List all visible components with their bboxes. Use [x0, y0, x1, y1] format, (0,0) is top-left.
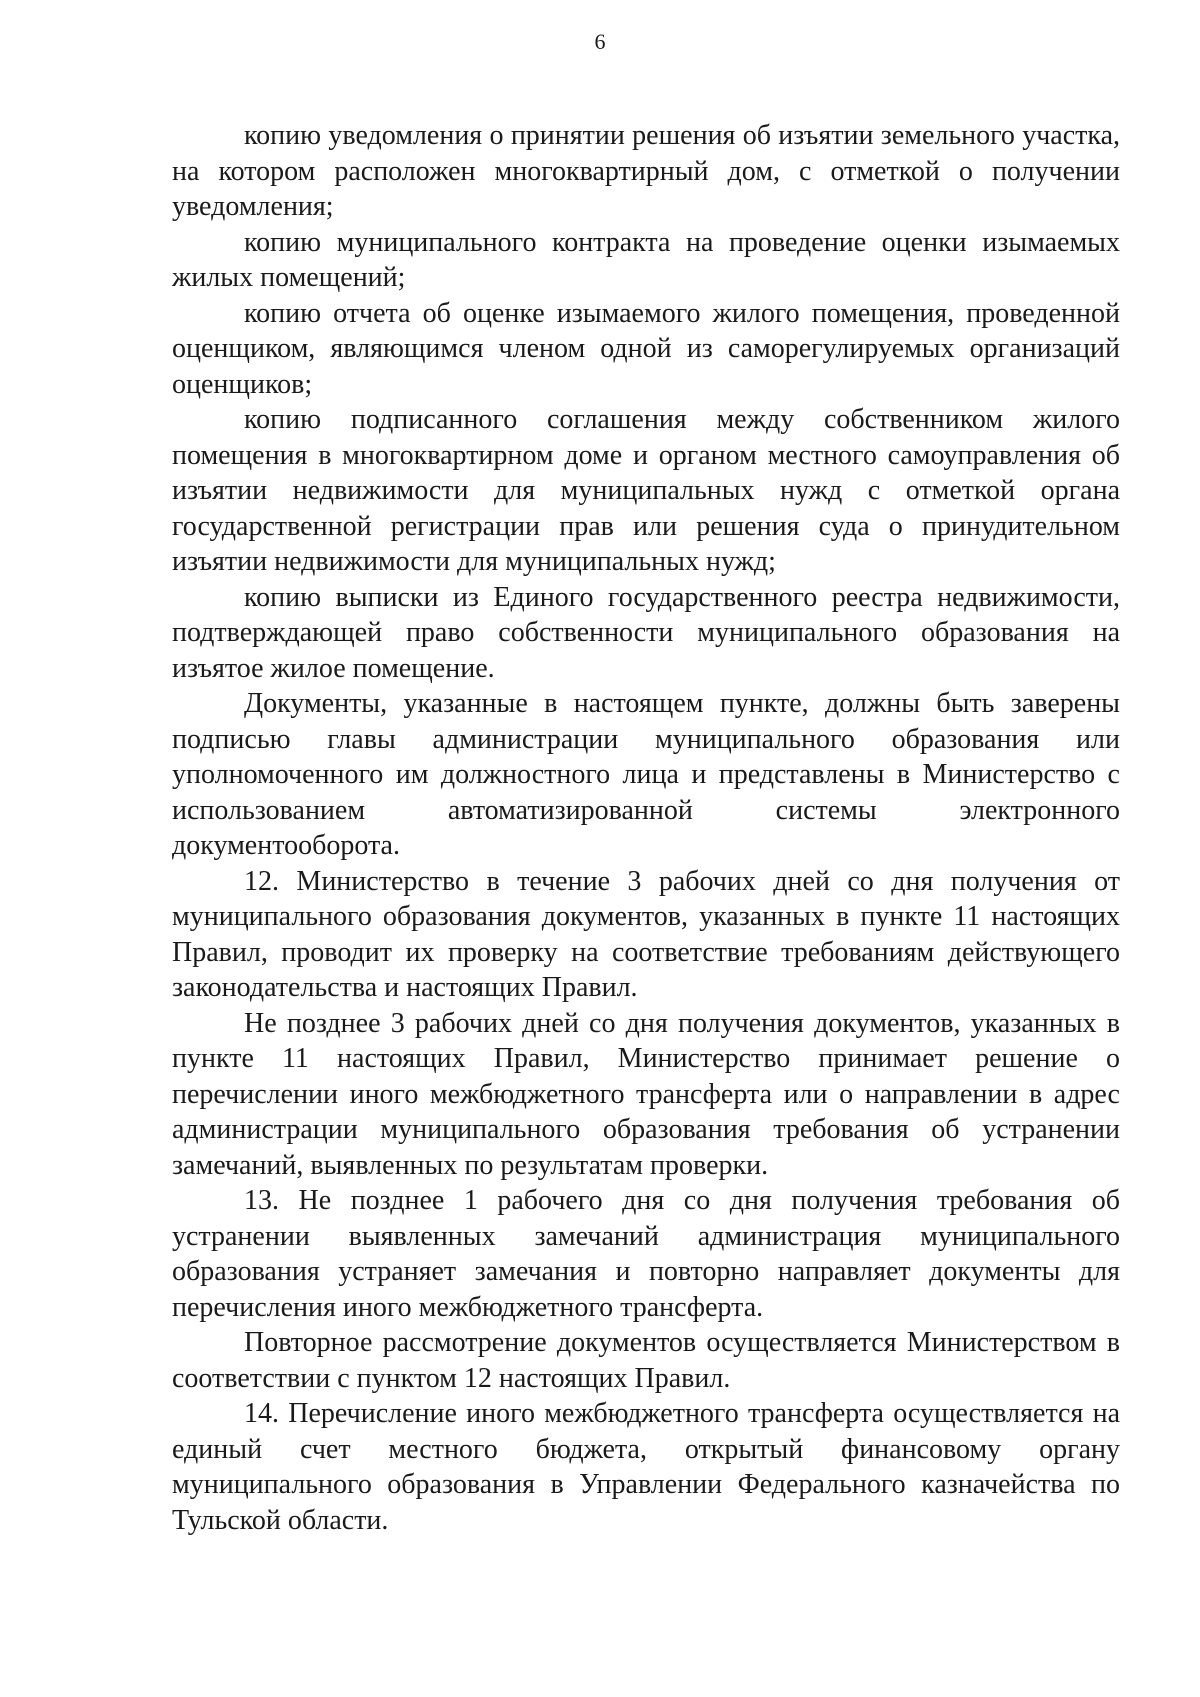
- paragraph-clause-13: 13. Не позднее 1 рабочего дня со дня получения требования об устранении выявленных замечаний администрация муниципального образования устраняет замечания и повторно направляет документы для перечисления иного межбюджетного трансферта.: [172, 1185, 1120, 1323]
- paragraph-clause-13-review: Повторное рассмотрение документов осуществляется Министерством в соответствии с пунктом 12 настоящих Правил.: [172, 1327, 1120, 1394]
- paragraph-agreement-copy: копию подписанного соглашения между собственником жилого помещения в многоквартирном доме и органом местного самоуправления об изъятии недвижимости для муниципальных нужд с отметкой органа государственной регистрации прав или решения суда о принудительном изъятии недвижимости для муниципальных нужд;: [172, 404, 1120, 577]
- paragraph-registry-extract-copy: копию выписки из Единого государственного реестра недвижимости, подтверждающей право собственности муниципального образования на изъятое жилое помещение.: [172, 581, 1120, 684]
- paragraph-clause-12: 12. Министерство в течение 3 рабочих дней со дня получения от муниципального образования документов, указанных в пункте 11 настоящих Правил, проводит их проверку на соответствие требованиям действующего законодательства и настоящих Правил.: [172, 865, 1120, 1003]
- paragraph-notice-copy: копию уведомления о принятии решения об изъятии земельного участка, на котором расположен многоквартирный дом, с отметкой о получении уведомления;: [172, 120, 1120, 222]
- paragraph-clause-14: 14. Перечисление иного межбюджетного трансферта осуществляется на единый счет местного бюджета, открытый финансовому органу муниципального образования в Управлении Федерального казначейства по Тульской области.: [172, 1398, 1120, 1536]
- paragraph-clause-12-decision: Не позднее 3 рабочих дней со дня получения документов, указанных в пункте 11 настоящих Правил, Министерство принимает решение о перечислении иного межбюджетного трансферта или о направлении в адрес администрации муниципального образования требования об устранении замечаний, выявленных по результатам проверки.: [172, 1007, 1120, 1181]
- paragraph-documents-certification: Документы, указанные в настоящем пункте, должны быть заверены подписью главы администрации муниципального образования или уполномоченного им должностного лица и представлены в Министерство с использованием автоматизированной системы электронного документооборота.: [172, 688, 1120, 861]
- page-number: 6: [594, 29, 606, 54]
- paragraph-valuation-report-copy: копию отчета об оценке изымаемого жилого помещения, проведенной оценщиком, являющимся членом одной из саморегулируемых организаций оценщиков;: [172, 297, 1120, 400]
- document-body: [172, 118, 1120, 1538]
- paragraph-contract-copy: копию муниципального контракта на проведение оценки изымаемых жилых помещений;: [172, 226, 1120, 293]
